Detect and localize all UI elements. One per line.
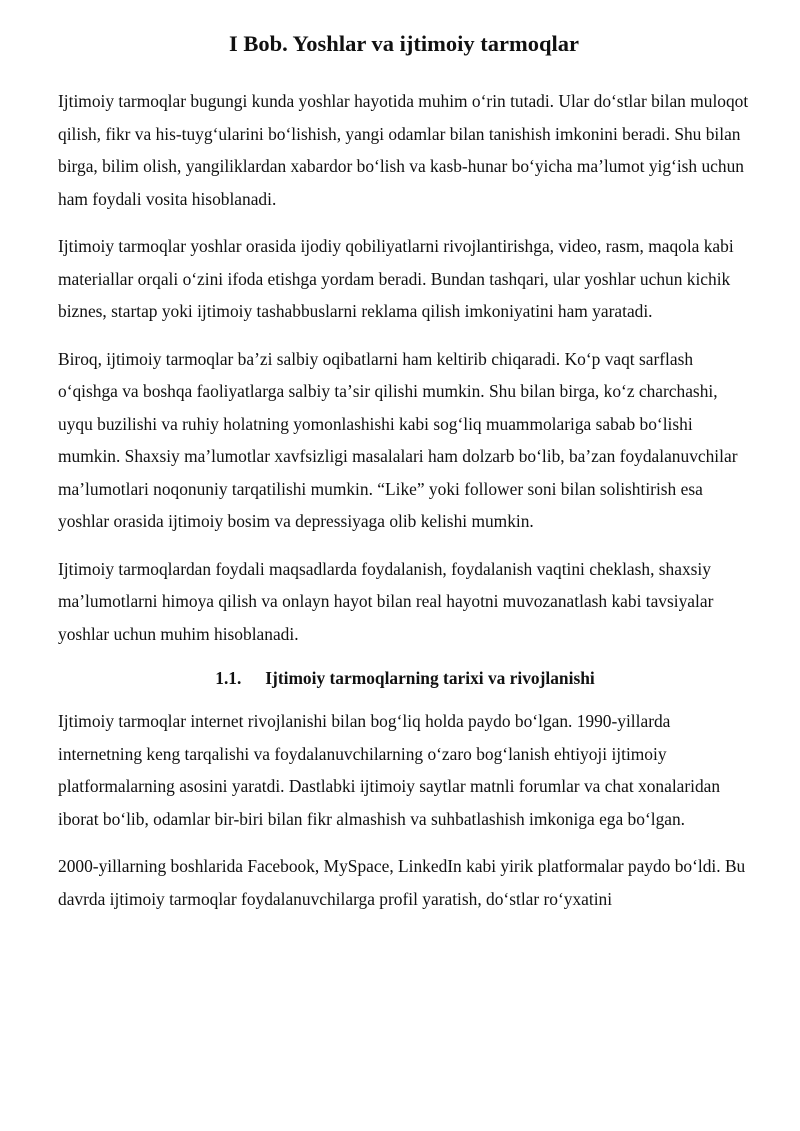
paragraph-section-1: Ijtimoiy tarmoqlar internet rivojlanishi bilan bogʻliq holda paydo boʻlgan. 1990-yillarda internetning keng tarqalishi va foydalanuvchilarning oʻzaro bogʻlanish ehtiyoji ijtimoiy platformalarning asosini yaratdi. Dastlabki ijtimoiy saytlar matnli forumlar va chat xonalaridan iborat boʻlib, odamlar bir-biri bilan fikr almashish va suhbatlashish imkoniga ega boʻlgan. (58, 711, 721, 829)
paragraph-intro-1: Ijtimoiy tarmoqlar bugungi kunda yoshlar hayotida muhim oʻrin tutadi. Ular doʻstlar bilan muloqot qilish, fikr va his-tuygʻularini boʻlishish, yangi odamlar bilan tanishish imkonini beradi. Shu bilan birga, bilim olish, yangiliklardan xabardor boʻlish va kasb-hunar boʻyicha maʼlumot yigʻish uchun ham foydali vosita hisoblanadi. (58, 91, 749, 209)
section-number: 1.1. (215, 668, 242, 688)
section-heading (58, 663, 750, 693)
chapter-title: I Bob. Yoshlar va ijtimoiy tarmoqlar (228, 31, 579, 56)
paragraph-intro-2: Ijtimoiy tarmoqlar yoshlar orasida ijodiy qobiliyatlarni rivojlantirishga, video, rasm, maqola kabi materiallar orqali oʻzini ifoda etishga yordam beradi. Bundan tashqari, ular yoshlar uchun kichik biznes, startap yoki ijtimoiy tashabbuslarni reklama qilish imkoniyatini ham yaratadi. (58, 236, 734, 321)
paragraph-intro-4: Ijtimoiy tarmoqlardan foydali maqsadlarda foydalanish, foydalanish vaqtini cheklash, shaxsiy maʼlumotlarni himoya qilish va onlayn hayot bilan real hayotni muvozanatlash kabi tavsiyalar yoshlar uchun muhim hisoblanadi. (58, 558, 714, 644)
section-heading-text: Ijtimoiy tarmoqlarning tarixi va rivojlanishi (265, 668, 595, 688)
paragraph-section-2: 2000-yillarning boshlarida Facebook, MySpace, LinkedIn kabi yirik platformalar paydo boʻldi. Bu davrda ijtimoiy tarmoqlar foydalanuvchilarga profil yaratish, doʻstlar roʻyxatini (58, 856, 746, 909)
paragraph-intro-3: Biroq, ijtimoiy tarmoqlar baʼzi salbiy oqibatlarni ham keltirib chiqaradi. Koʻp vaqt sarflash oʻqishga va boshqa faoliyatlarga salbiy taʼsir qilishi mumkin. Shu bilan birga, koʻz charchashi, uyqu buzilishi va ruhiy holatning yomonlashishi kabi sogʻliq muammolariga sabab boʻlishi mumkin. Shaxsiy maʼlumotlar xavfsizligi masalalari ham dolzarb boʻlib, baʼzan foydalanuvchilar maʼlumotlari noqonuniy tarqatilishi mumkin. “Like” yoki follower soni bilan solishtirish esa yoshlar orasida ijtimoiy bosim va depressiyaga olib kelishi mumkin. (58, 348, 738, 531)
